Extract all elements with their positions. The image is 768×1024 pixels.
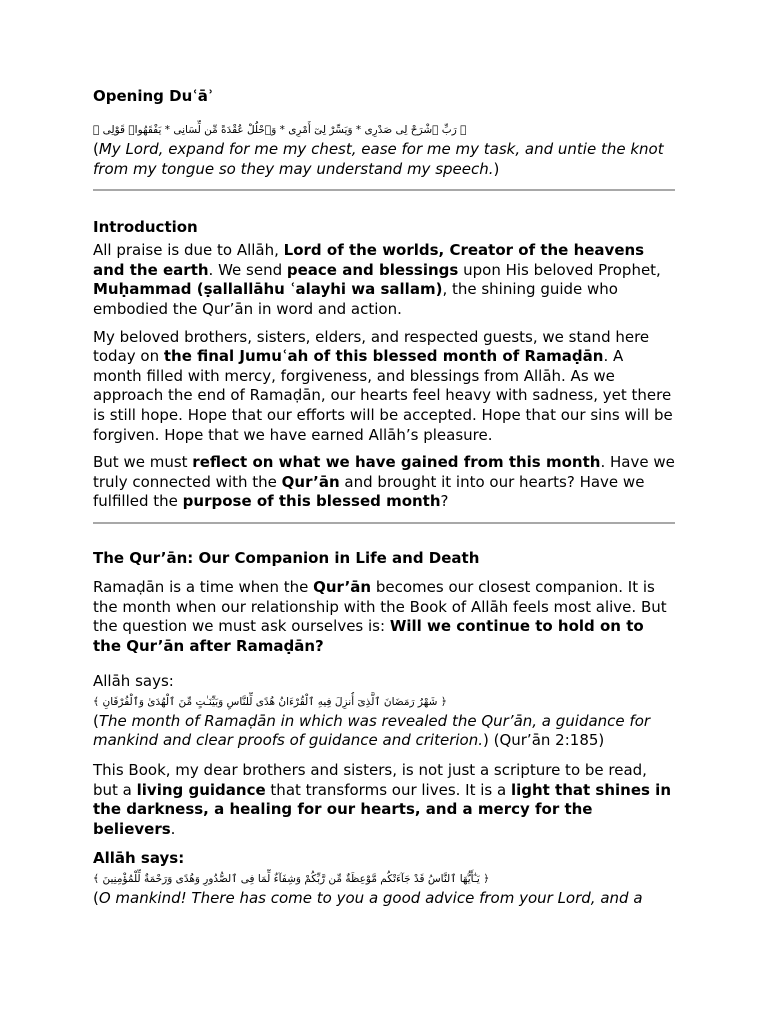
opening-arabic-verse: ﴿ رَبِّ ٱشْرَحْ لِى صَدْرِى * وَيَسِّرْ لِىٓ أَمْرِى * وَٱحْلُلْ عُقْدَةً مِّن لِّسَانِى * يَفْقَهُوا۟ قَوْلِى ﴾ [93,124,467,136]
quran-arabic-verse-2: ﴿ يَـٰٓأَيُّهَا ٱلنَّاسُ قَدْ جَآءَتْكُم مَّوْعِظَةٌ مِّن رَّبِّكُمْ وَشِفَآءٌ لِّمَا فِى ٱلصُّدُورِ وَهُدًى وَرَحْمَةٌ لِّلْمُؤْمِنِينَ ﴾ [93,873,490,886]
document-page [93,86,675,909]
introduction-paragraph-2: My beloved brothers, sisters, elders, and respected guests, we stand here today on the final Jumuʿah of this blessed month of Ramaḍān. A month filled with mercy, forgiveness, and blessings from Allāh. As we approach the end of Ramaḍān, our hearts feel heavy with sadness, yet there is still hope. Hope that our efforts will be accepted. Hope that our sins will be forgiven. Hope that we have earned Allāh’s pleasure. [93,327,673,444]
opening-translation: (My Lord, expand for me my chest, ease for me my task, and untie the knot from my tongue so they may understand my speech.) [93,140,664,178]
introduction-paragraph-1: All praise is due to Allāh, Lord of the worlds, Creator of the heavens and the earth. We send peace and blessings upon His beloved Prophet, Muḥammad (ṣallallāhu ʿalayhi wa sallam), the shining guide who embodied the Qur’ān in word and action. [93,241,661,318]
opening-heading: Opening Duʿāʾ [93,87,214,105]
quran-paragraph-1: Ramaḍān is a time when the Qur’ān becomes our closest companion. It is the month when our relationship with the Book of Allāh feels most alive. But the question we must ask ourselves is: Will we continue to hold on to the Qur’ān after Ramaḍān? [93,577,667,655]
quran-translation-1: (The month of Ramaḍān in which was revealed the Qur’ān, a guidance for mankind and clear proofs of guidance and criterion.) (Qur’ān 2:185) [93,711,651,750]
quran-arabic-verse-1: ﴿ شَهْرُ رَمَضَانَ ٱلَّذِىٓ أُنزِلَ فِيهِ ٱلْقُرْءَانُ هُدًى لِّلنَّاسِ وَبَيِّنَـٰتٍ مِّنَ ٱلْهُدَىٰ وَٱلْفُرْقَانِ ﴾ [93,695,447,708]
allah-says-label: Allāh says: [93,672,174,691]
introduction-heading: Introduction [93,218,198,237]
quran-translation-2: (O mankind! There has come to you a good advice from your Lord, and a [93,889,643,908]
introduction-paragraph-3: But we must reflect on what we have gained from this month. Have we truly connected with the Qur’ān and brought it into our hearts? Have we fulfilled the purpose of this blessed month? [93,453,675,511]
allah-says-label-bold: Allāh says: [93,849,185,868]
quran-section-heading: The Qur’ān: Our Companion in Life and Death [93,548,480,567]
quran-paragraph-2: This Book, my dear brothers and sisters, is not just a scripture to be read, but a living guidance that transforms our lives. It is a light that shines in the darkness, a healing for our hearts, and a mercy for the believers. [93,761,671,838]
